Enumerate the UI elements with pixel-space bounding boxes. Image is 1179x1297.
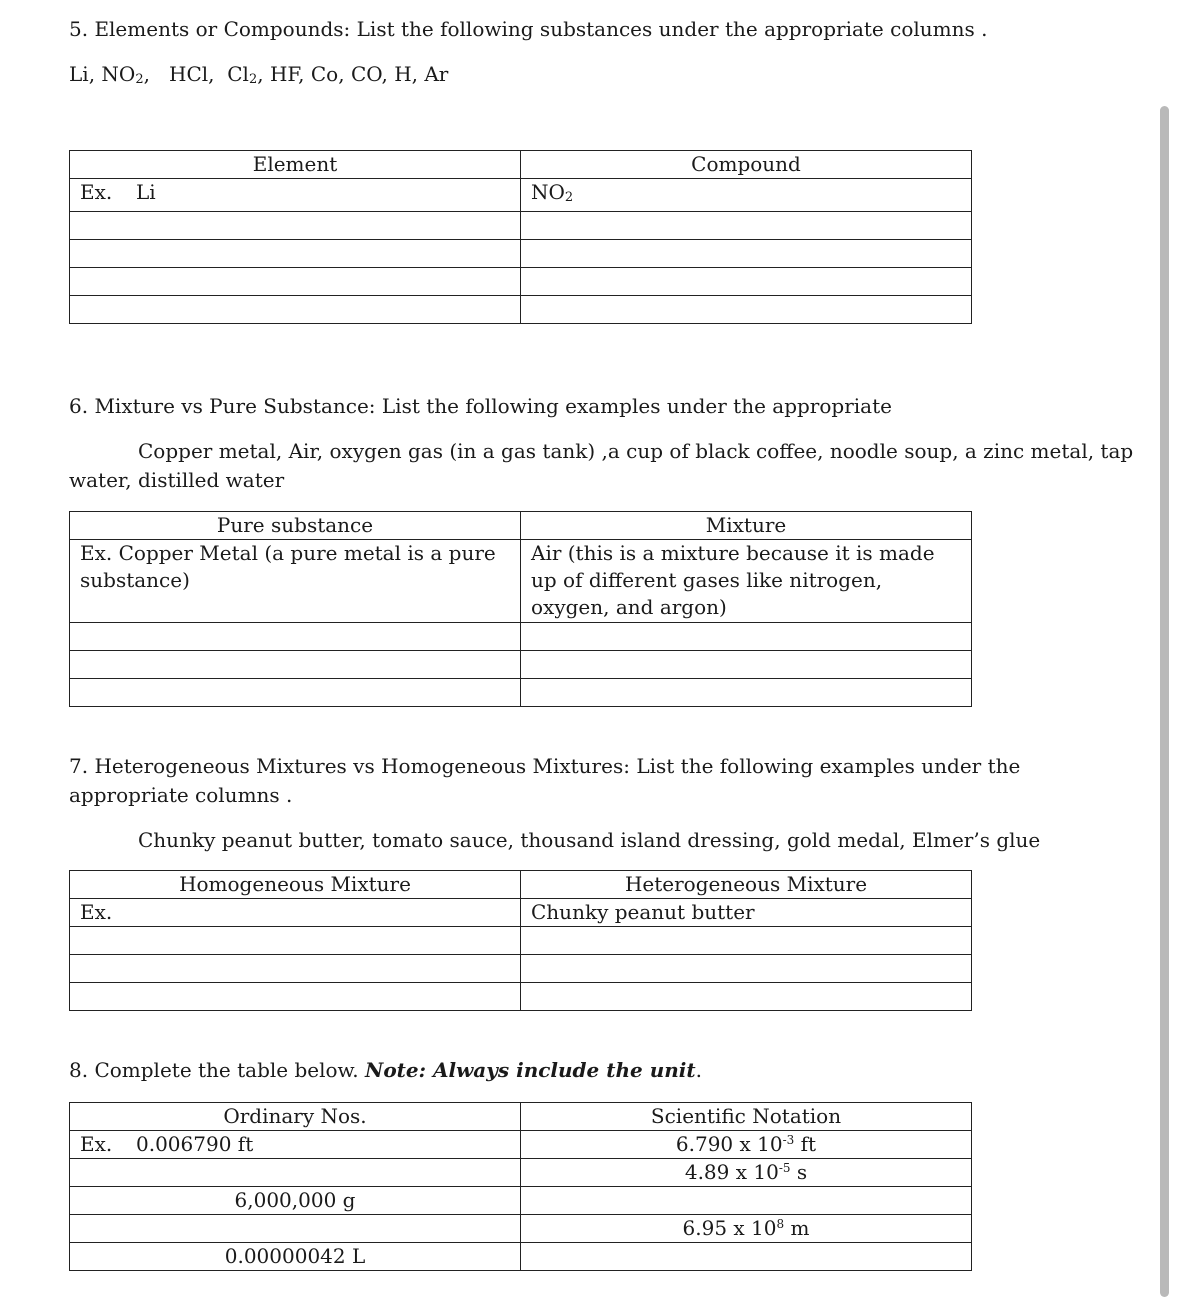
header-ordinary: Ordinary Nos.	[70, 1103, 521, 1131]
example-element-cell	[70, 179, 521, 212]
substance: $NO_2$	[101, 62, 144, 87]
answer-cell[interactable]	[521, 983, 972, 1011]
example-mixture: Air (this is a mixture because it is made up of different gases like nitrogen, oxygen, and argon)	[521, 540, 972, 623]
substance: $Cl_2$	[227, 62, 258, 87]
header-compound: Compound	[521, 151, 972, 179]
q8-table	[69, 1102, 972, 1271]
answer-cell[interactable]	[70, 983, 521, 1011]
example-pure-substance: Ex. Copper Metal (a pure metal is a pure substance)	[70, 540, 521, 623]
answer-ordinary[interactable]	[70, 1215, 521, 1243]
header-heterogeneous: Heterogeneous Mixture	[521, 871, 972, 899]
substance: HF	[269, 62, 299, 86]
header-scientific: Scientific Notation	[521, 1103, 972, 1131]
answer-cell[interactable]	[521, 240, 972, 268]
answer-cell[interactable]	[521, 679, 972, 707]
substance: Ar	[424, 62, 449, 86]
q8-note: Note: Always include the unit	[365, 1058, 696, 1082]
given-ordinary: 6,000,000 g	[70, 1187, 521, 1215]
answer-cell[interactable]	[521, 955, 972, 983]
q8-prompt-line	[69, 1056, 702, 1085]
example-compound-cell: $NO_2$	[521, 179, 972, 212]
answer-cell[interactable]	[70, 623, 521, 651]
answer-cell[interactable]	[521, 927, 972, 955]
example-ordinary-cell	[70, 1131, 521, 1159]
substance: CO	[350, 62, 382, 86]
q5-table	[69, 150, 972, 324]
q6-table	[69, 511, 972, 707]
q7-prompt-line1: 7. Heterogeneous Mixtures vs Homogeneous Mixtures: List the following examples under the	[69, 754, 1021, 778]
q7-prompt-line2: appropriate columns .	[69, 783, 293, 807]
example-scientific: 6.790 x $10^{-3}$ ft	[521, 1131, 972, 1159]
q6-prompt: 6. Mixture vs Pure Substance: List the following examples under the appropriate	[69, 394, 892, 418]
example-label: Ex.	[80, 900, 113, 924]
header-pure-substance: Pure substance	[70, 512, 521, 540]
q5-prompt: 5. Elements or Compounds: List the following substances under the appropriate columns .	[69, 17, 988, 41]
answer-cell[interactable]	[521, 268, 972, 296]
answer-ordinary[interactable]	[70, 1159, 521, 1187]
example-ordinary: 0.006790 ft	[136, 1132, 254, 1156]
scrollbar[interactable]	[1160, 106, 1169, 1297]
substance: H	[394, 62, 412, 86]
answer-cell[interactable]	[521, 212, 972, 240]
answer-cell[interactable]	[70, 679, 521, 707]
answer-cell[interactable]	[70, 927, 521, 955]
q8-note-end: .	[695, 1058, 702, 1082]
example-element: Li	[136, 180, 156, 204]
answer-cell[interactable]	[70, 955, 521, 983]
answer-cell[interactable]	[70, 212, 521, 240]
given-ordinary: 0.00000042 L	[70, 1243, 521, 1271]
q6-list-line1: Copper metal, Air, oxygen gas (in a gas tank) ,a cup of black coffee, noodle soup, a zinc metal, tap	[138, 439, 1134, 463]
substance: Li	[69, 62, 89, 86]
example-label: Ex.	[80, 1132, 113, 1156]
substance: Co	[310, 62, 339, 86]
example-label: Ex.	[80, 180, 113, 204]
q8-prompt: 8. Complete the table below.	[69, 1058, 359, 1082]
answer-cell[interactable]	[70, 268, 521, 296]
header-homogeneous: Homogeneous Mixture	[70, 871, 521, 899]
substance: HCl	[169, 62, 209, 86]
answer-cell[interactable]	[521, 623, 972, 651]
given-scientific: 4.89 x $10^{-5}$ s	[521, 1159, 972, 1187]
answer-scientific[interactable]	[521, 1243, 972, 1271]
answer-cell[interactable]	[521, 296, 972, 324]
given-scientific: 6.95 x $10^8$ m	[521, 1215, 972, 1243]
q7-table	[69, 870, 972, 1011]
answer-cell[interactable]	[521, 651, 972, 679]
header-mixture: Mixture	[521, 512, 972, 540]
answer-cell[interactable]	[70, 296, 521, 324]
answer-scientific[interactable]	[521, 1187, 972, 1215]
q7-list: Chunky peanut butter, tomato sauce, thousand island dressing, gold medal, Elmer’s glue	[138, 828, 1041, 852]
answer-cell[interactable]	[70, 651, 521, 679]
answer-cell[interactable]	[70, 240, 521, 268]
q5-substance-list: Li, $NO_2$, HCl, $Cl_2$, HF, Co, CO, H, Ar	[69, 62, 449, 87]
q6-list-line2: water, distilled water	[69, 468, 285, 492]
example-heterogeneous: Chunky peanut butter	[521, 899, 972, 927]
example-homogeneous-cell	[70, 899, 521, 927]
header-element: Element	[70, 151, 521, 179]
